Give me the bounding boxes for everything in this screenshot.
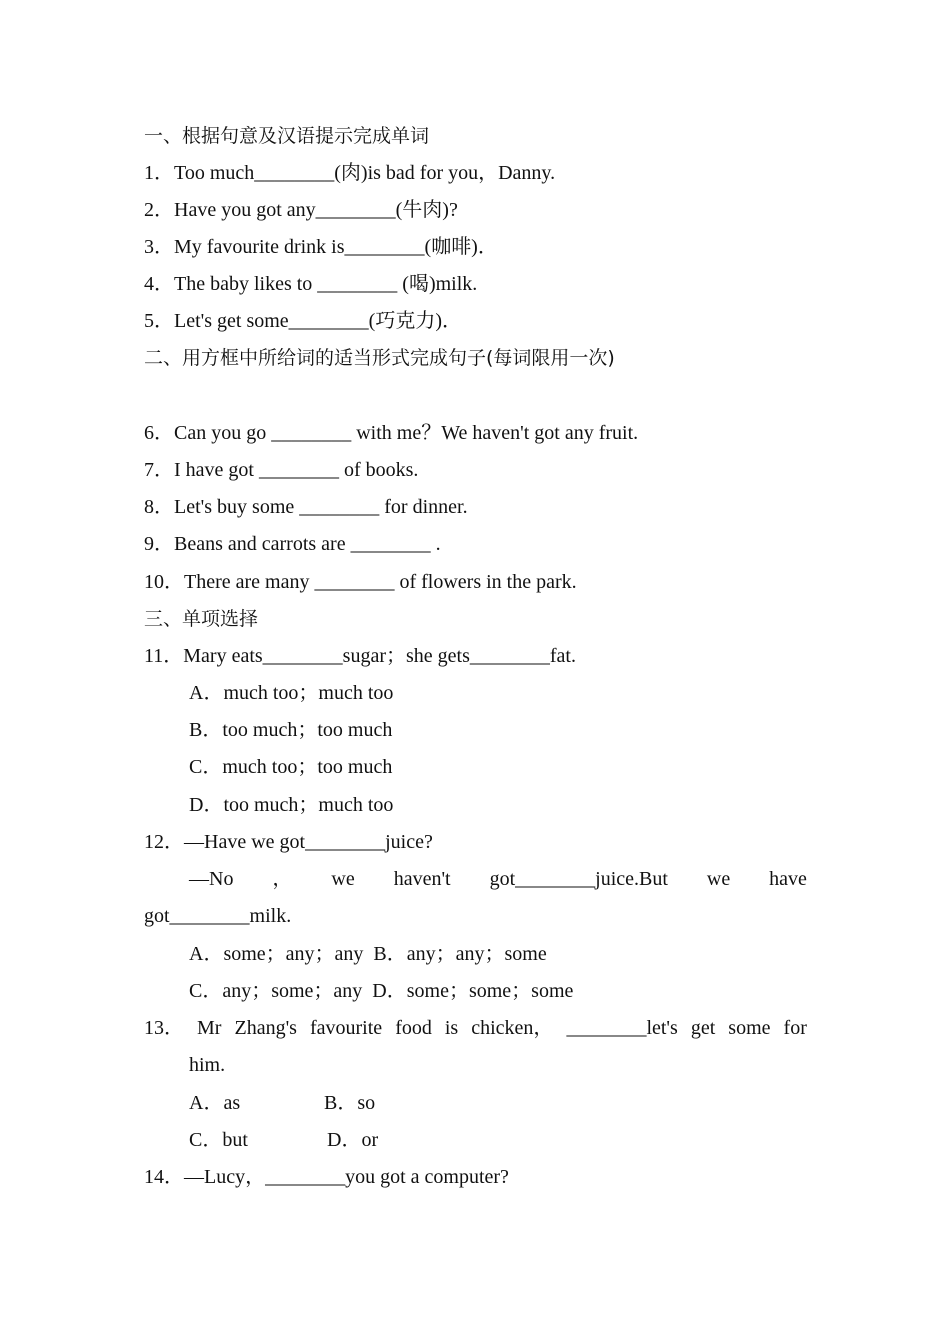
reply-word: we — [706, 868, 731, 890]
question-12-stem: 12．—Have we got________juice? — [144, 831, 433, 853]
stem-word: chicken， — [471, 1017, 554, 1039]
reply-word: we — [331, 868, 355, 890]
question-6: 6．Can you go ________ with me？We haven't got any fruit. — [144, 422, 639, 444]
stem-word: ________let's — [566, 1017, 678, 1039]
stem-word: get — [690, 1017, 716, 1039]
stem-word: some — [728, 1017, 771, 1039]
question-8: 8．Let's buy some ________ for dinner. — [144, 496, 468, 518]
stem-word: favourite — [309, 1017, 383, 1039]
reply-word: haven't — [393, 868, 451, 890]
question-12-options-row1: A．some；any；any B．any；any；some — [189, 943, 547, 965]
question-11-option-d: D．too much；much too — [189, 794, 394, 816]
question-12-options-row2: C．any；some；any D．some；some；some — [189, 980, 574, 1002]
stem-word: Mr — [197, 1017, 222, 1039]
reply-word: ， — [272, 868, 293, 890]
question-12-reply — [189, 866, 807, 892]
question-4: 4．The baby likes to ________ (喝)milk. — [144, 273, 478, 295]
question-13-option-c: C．but — [189, 1129, 248, 1151]
reply-word: —No — [189, 868, 234, 890]
question-5: 5．Let's get some________(巧克力)． — [144, 310, 463, 332]
stem-word: for — [783, 1017, 807, 1039]
question-1: 1．Too much________(肉)is bad for you，Danny. — [144, 162, 556, 184]
question-11-stem: 11．Mary eats________sugar；she gets________fat. — [144, 645, 576, 667]
question-12-reply-cont: got________milk. — [144, 905, 292, 927]
section3-heading: 三、单项选择 — [144, 608, 259, 630]
stem-word: 13． — [144, 1017, 184, 1039]
question-14-stem: 14．—Lucy，________you got a computer? — [144, 1166, 509, 1188]
stem-word: food — [395, 1017, 432, 1039]
question-13-stem-cont: him. — [189, 1054, 226, 1076]
reply-word: got________juice.But — [489, 868, 668, 890]
question-7: 7．I have got ________ of books. — [144, 459, 419, 481]
question-13-option-a: A．as — [189, 1092, 241, 1114]
question-13-stem — [144, 1015, 807, 1041]
question-11-option-c: C．much too；too much — [189, 756, 393, 778]
reply-word: have — [769, 868, 807, 890]
question-13-option-d: D．or — [327, 1129, 379, 1151]
section2-heading: 二、用方框中所给词的适当形式完成句子(每词限用一次) — [144, 347, 615, 369]
stem-word: Zhang's — [234, 1017, 297, 1039]
question-9: 9．Beans and carrots are ________ . — [144, 533, 441, 555]
question-13-option-b: B．so — [324, 1092, 376, 1114]
question-10: 10．There are many ________ of flowers in the park. — [144, 571, 577, 593]
section1-heading: 一、根据句意及汉语提示完成单词 — [144, 125, 430, 147]
question-11-option-a: A．much too；much too — [189, 682, 394, 704]
question-11-option-b: B．too much；too much — [189, 719, 393, 741]
stem-word: is — [444, 1017, 459, 1039]
question-2: 2．Have you got any________(牛肉)? — [144, 199, 458, 221]
question-3: 3．My favourite drink is________(咖啡)． — [144, 236, 498, 258]
